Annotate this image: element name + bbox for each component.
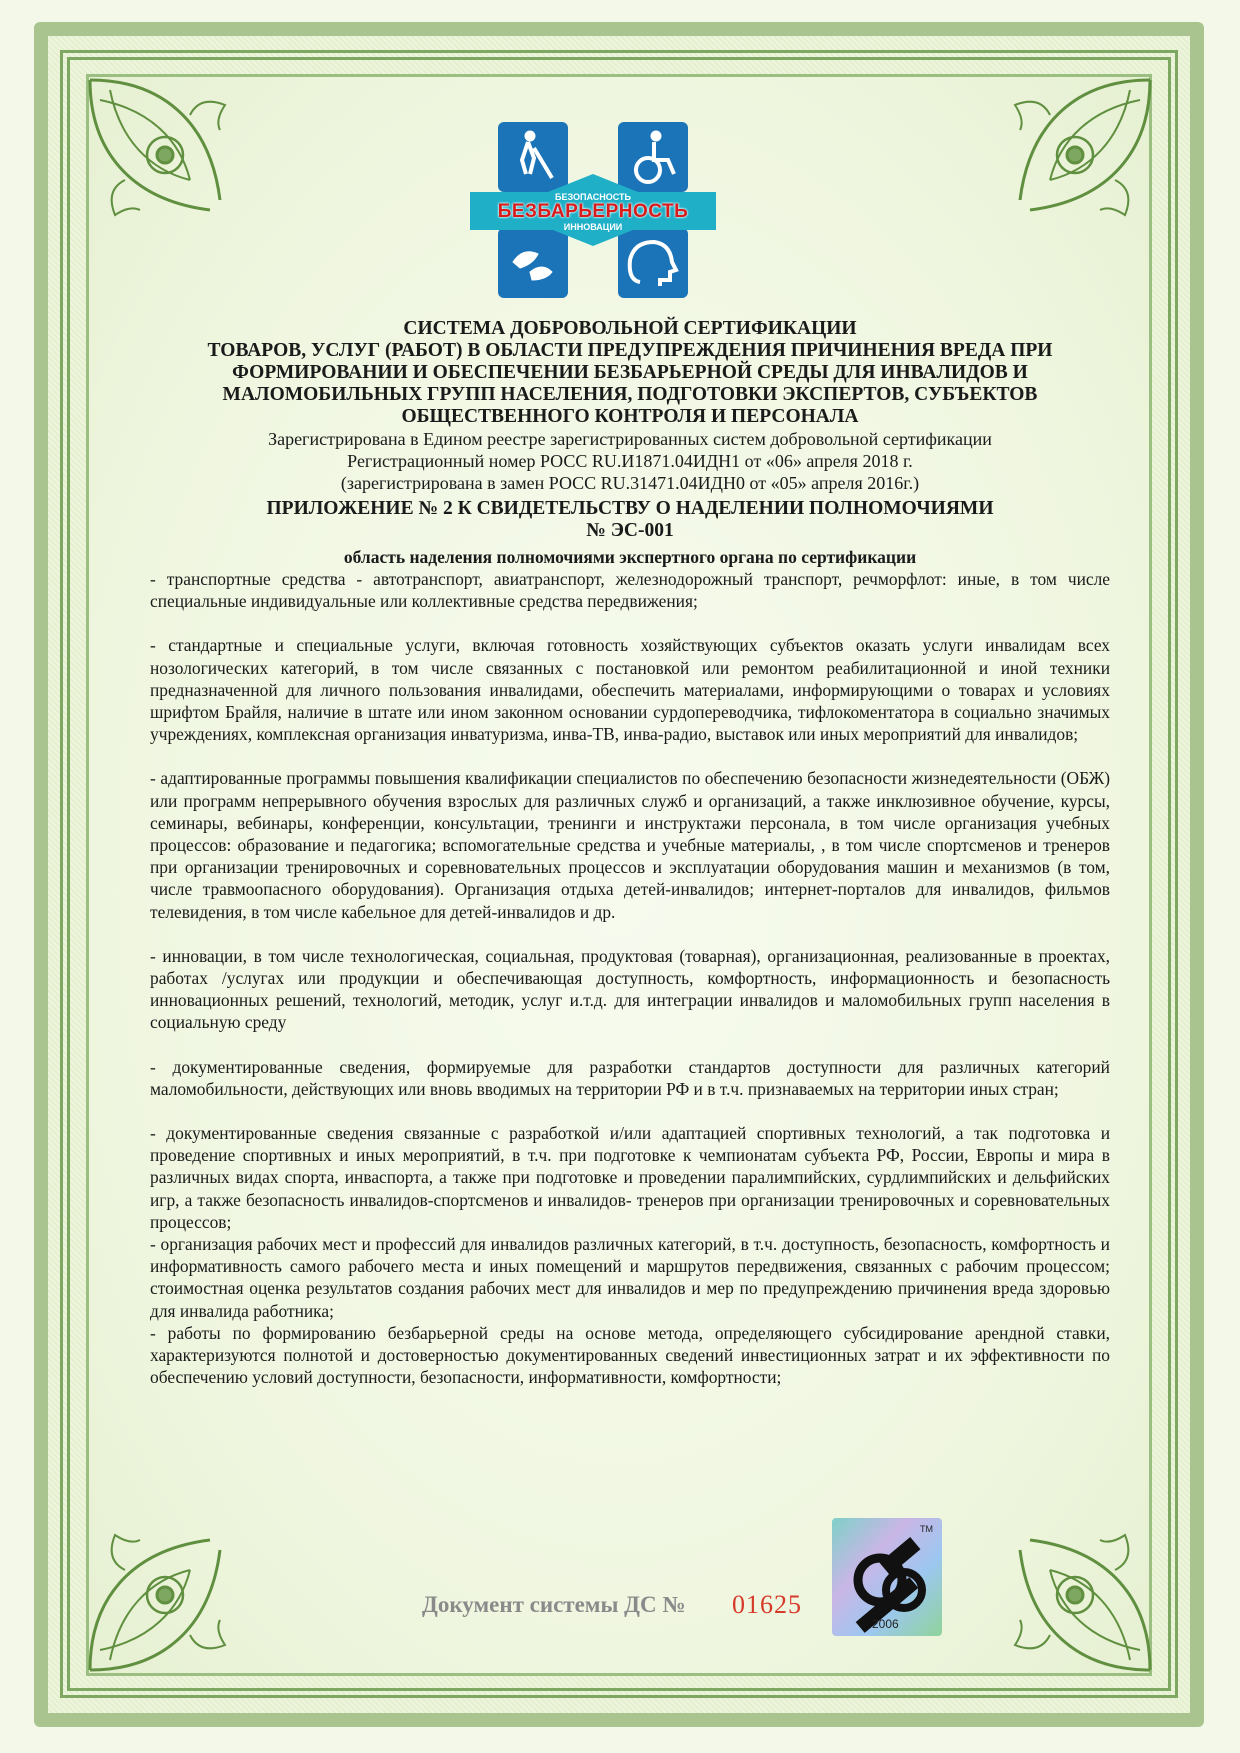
logo-text-innovation: ИННОВАЦИИ — [563, 222, 623, 232]
title-line: МАЛОМОБИЛЬНЫХ ГРУПП НАСЕЛЕНИЯ, ПОДГОТОВКИ ЭКСПЕРТОВ, СУБЪЕКТОВ — [222, 384, 1038, 405]
registration-replacement: (зарегистрирована в замен РОСС RU.31471.04ИДН0 от «05» апреля 2016г.) — [340, 473, 920, 493]
scope-paragraph: - работы по формированию безбарьерной среды на основе метода, определяющего субсидирование арендной ставки, характеризуются полнотой и достоверностью документированных сведений инвестиционных затрат и их эффективности по обеспечению условий доступности, безопасности, информативности, комфортности; — [150, 1322, 1110, 1388]
title-line: ОБЩЕСТВЕННОГО КОНТРОЛЯ И ПЕРСОНАЛА — [401, 406, 859, 427]
registration-number: Регистрационный номер РОСС RU.И1871.04ИДН1 от «06» апреля 2018 г. — [347, 451, 913, 471]
logo-text-safety: БЕЗОПАСНОСТЬ — [555, 192, 631, 202]
scope-title: область наделения полномочиями экспертного органа по сертификации — [343, 547, 917, 567]
title-line: СИСТЕМА ДОБРОВОЛЬНОЙ СЕРТИФИКАЦИИ — [403, 318, 857, 339]
hologram-sticker — [832, 1518, 942, 1636]
annex-number: № ЭС-001 — [586, 520, 674, 541]
scope-paragraph: - стандартные и специальные услуги, включая готовность хозяйствующих субъектов оказать услуги инвалидам всех нозологических категорий, в том числе связанных с постановкой или ремонтом реабилитационной и иной техники предназначенной для личного пользования инвалидами, обеспечить материалами, информирующими о товарах и условиях шрифтом Брайля, наличие в штате или ином законном основании сурдопереводчика, тифлокоментатора в социально значимых учреждениях, комплексная организация инватуризма, инва-ТВ, инва-радио, выставок или иных мероприятий для инвалидов; — [150, 635, 1110, 745]
corner-ornament-bottom-left — [70, 1510, 250, 1690]
annex-title: ПРИЛОЖЕНИЕ № 2 К СВИДЕТЕЛЬСТВУ О НАДЕЛЕНИИ ПОЛНОМОЧИЯМИ — [266, 498, 994, 519]
document-number: 01625 — [732, 1590, 802, 1619]
title-line: ФОРМИРОВАНИИ И ОБЕСПЕЧЕНИИ БЕЗБАРЬЕРНОЙ СРЕДЫ ДЛЯ ИНВАЛИДОВ И — [232, 362, 1028, 383]
title-line: ТОВАРОВ, УСЛУГ (РАБОТ) В ОБЛАСТИ ПРЕДУПРЕЖДЕНИЯ ПРИЧИНЕНИЯ ВРЕДА ПРИ — [207, 340, 1053, 361]
corner-ornament-top-right — [990, 60, 1170, 240]
corner-ornament-top-left — [70, 60, 250, 240]
scope-paragraph: - инновации, в том числе технологическая, социальная, продуктовая (товарная), организационная, реализованные в проектах, работах /услугах или продукции и обеспечивающая доступность, комфортность, информационность и безопасность инновационных решений, технологий, методик, услуг и.т.д. для интеграции инвалидов и маломобильных групп населения в социальную среду — [150, 945, 1110, 1033]
corner-ornament-bottom-right — [990, 1510, 1170, 1690]
scope-paragraph: - документированные сведения связанные с разработкой и/или адаптацией спортивных технологий, а так подготовка и проведение спортивных и иных мероприятий, в т.ч. при подготовке к чемпионатам субъекта РФ, России, Европы и мира в различных видах спорта, инваспорта, а также при подготовке и проведении паралимпийских, сурдлимпийских и дельфийских игр, а также безопасность инвалидов-спортсменов и инвалидов- тренеров при организации тренировочных и соревновательных процессов; — [150, 1123, 1110, 1232]
logo-text-barrier-free: БЕЗБАРЬЕРНОСТЬ — [497, 201, 689, 222]
scope-paragraph: - документированные сведения, формируемые для разработки стандартов доступности для различных категорий маломобильности, действующих или вновь вводимых на территории РФ и в т.ч. признаваемых на территории иных стран; — [150, 1056, 1110, 1099]
hologram-year: 2006 — [872, 1617, 899, 1631]
scope-paragraph: - организация рабочих мест и профессий для инвалидов различных категорий, в т.ч. доступность, безопасность, комфортность и информативность самого рабочего места и иных помещений и маршрутов передвижения, связанных с рабочим процессом; стоимостная оценка результатов создания рабочих мест для инвалидов и мер по предупреждению причинения вреда здоровью для инвалида работника; — [150, 1234, 1110, 1321]
document-number-label: Документ системы ДС № — [422, 1592, 686, 1617]
sign-language-icon — [498, 228, 568, 298]
certificate-content — [150, 318, 1110, 1389]
scope-paragraph: - транспортные средства - автотранспорт, авиатранспорт, железнодорожный транспорт, речморфлот: иные, в том числе специальные индивидуальные или коллективные средства передвижения; — [150, 569, 1110, 612]
system-logo — [468, 112, 718, 308]
registration-line: Зарегистрирована в Едином реестре зарегистрированных систем добровольной сертификации — [268, 429, 992, 449]
scope-paragraph: - адаптированные программы повышения квалификации специалистов по обеспечению безопасности жизнедеятельности (ОБЖ) или программ непрерывного обучения взрослых для различных служб и организаций, а также инклюзивное обучение, курсы, семинары, вебинары, конференции, консультации, тренинги и инструктажи персонала, в том числе организация учебных процессов: образование и педагогика; вспомогательные средства и учебные материалы, , в том числе спортсменов и тренеров при организации тренировочных и соревновательных процессов и эксплуатации оборудования машин и механизмов (в том, числе травмоопасного оборудования). Организация отдыха детей-инвалидов; интернет-порталов для инвалидов, фильмов телевидения, в том числе кабельное для детей-инвалидов и др. — [150, 768, 1110, 922]
hologram-tm: TM — [920, 1524, 933, 1534]
